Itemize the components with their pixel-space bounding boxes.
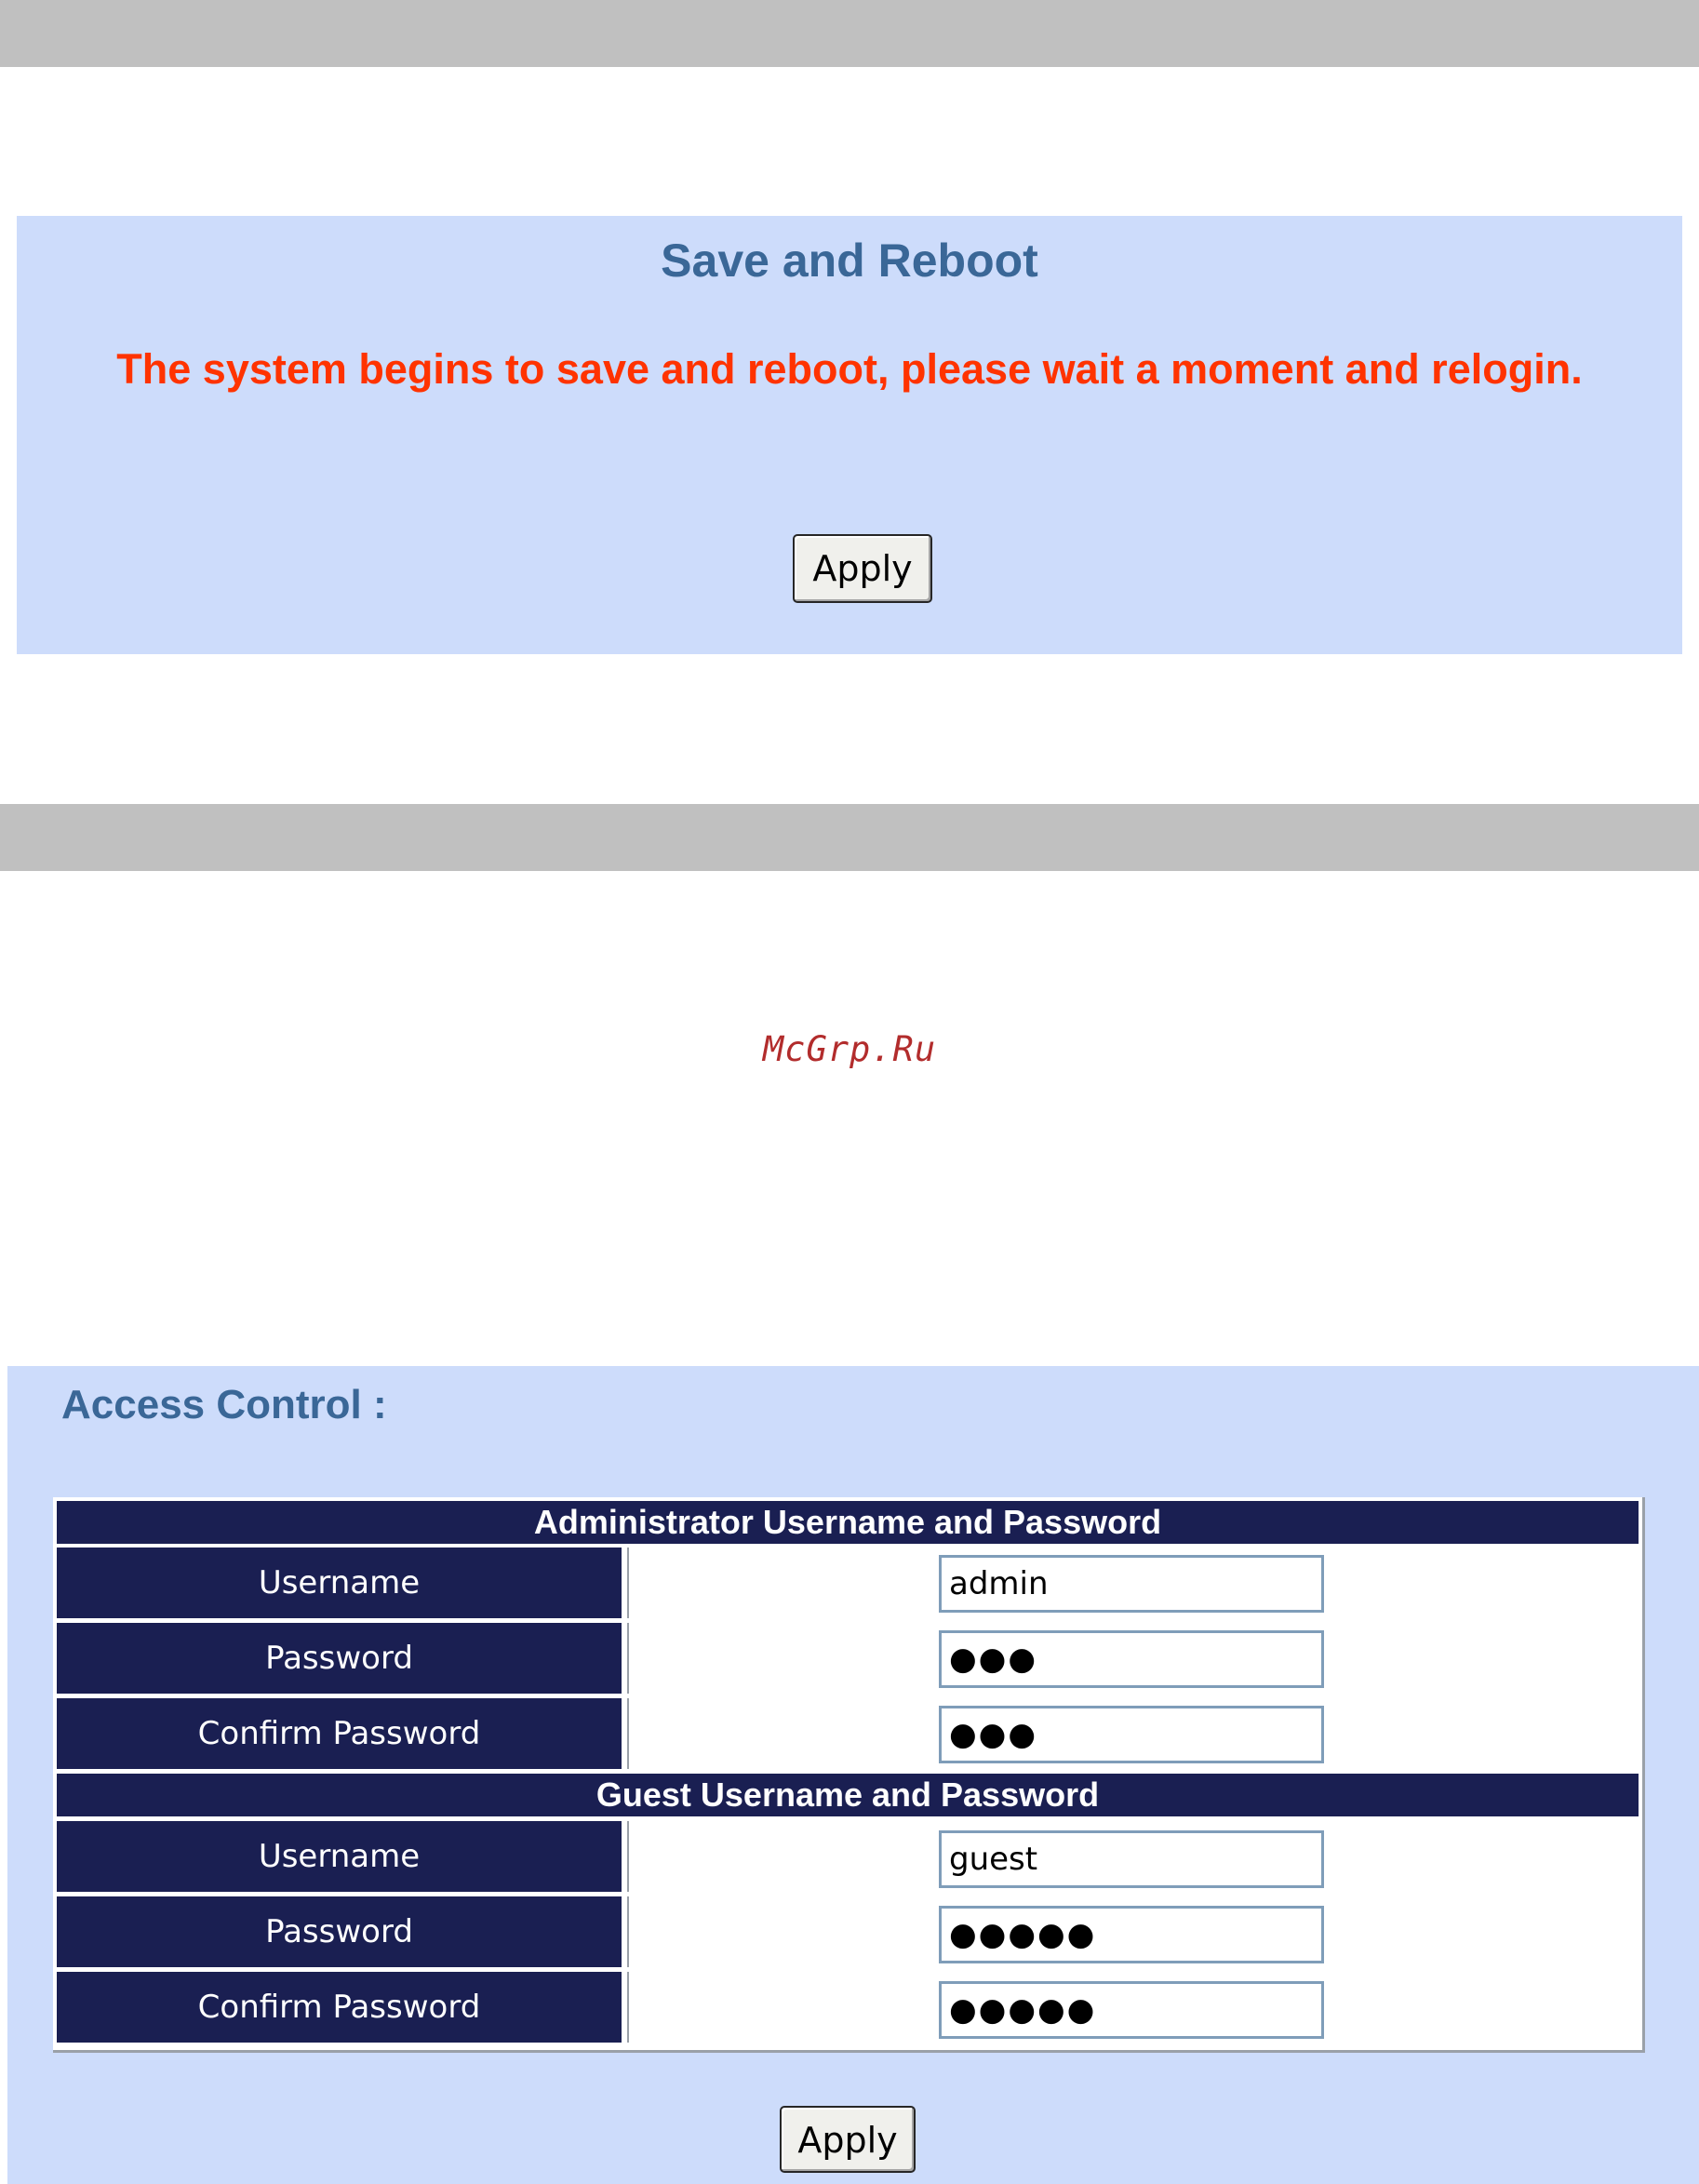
admin-password-input[interactable]: ●●● [939, 1630, 1324, 1688]
guest-password-input[interactable]: ●●●●● [939, 1906, 1324, 1963]
guest-confirm-password-input[interactable]: ●●●●● [939, 1981, 1324, 2039]
guest-username-input[interactable]: guest [939, 1830, 1324, 1888]
middle-divider-bar [0, 804, 1699, 871]
top-divider-bar [0, 0, 1699, 67]
access-control-apply-button[interactable]: Apply [780, 2106, 916, 2173]
admin-section-header: Administrator Username and Password [57, 1501, 1639, 1544]
save-reboot-apply-button[interactable]: Apply [793, 534, 932, 603]
admin-password-label: Password [57, 1623, 622, 1694]
admin-username-label: Username [57, 1548, 622, 1618]
guest-username-label: Username [57, 1821, 622, 1892]
guest-password-label: Password [57, 1896, 622, 1967]
watermark: McGrp.Ru [762, 1029, 937, 1069]
guest-confirm-password-label: Confirm Password [57, 1972, 622, 2043]
access-control-table [53, 1497, 1645, 2053]
access-control-title: Access Control : [61, 1382, 387, 1427]
admin-confirm-password-input[interactable]: ●●● [939, 1706, 1324, 1763]
save-reboot-message: The system begins to save and reboot, please wait a moment and relogin. [116, 345, 1583, 393]
admin-username-input[interactable]: admin [939, 1555, 1324, 1613]
guest-section-header: Guest Username and Password [57, 1774, 1639, 1816]
save-reboot-title: Save and Reboot [661, 234, 1038, 287]
admin-confirm-password-label: Confirm Password [57, 1698, 622, 1769]
